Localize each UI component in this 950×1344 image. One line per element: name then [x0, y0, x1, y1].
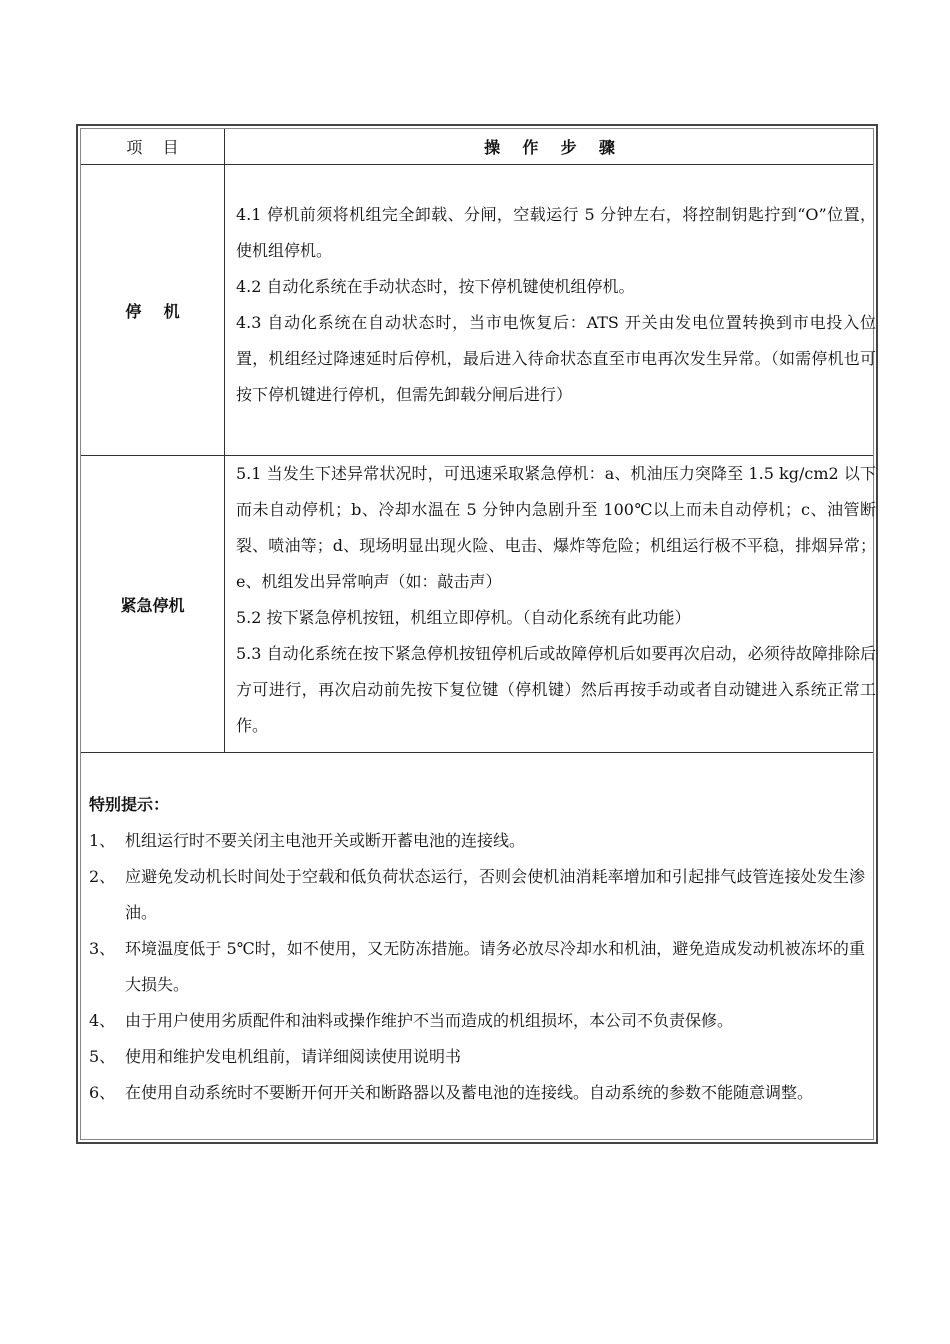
step-5-2: 5.2 按下紧急停机按钮，机组立即停机。（自动化系统有此功能）: [236, 608, 691, 627]
note-number: 5、: [89, 1047, 116, 1066]
note-number: 1、: [89, 831, 116, 850]
step-4-1: 4.1 停机前须将机组完全卸载、分闸，空载运行 5 分钟左右，将控制钥匙拧到“O”位置，使机组停机。: [236, 205, 876, 260]
row-emergency-label: 紧急停机: [120, 595, 185, 615]
column-divider: [224, 129, 225, 752]
note-number: 6、: [89, 1083, 116, 1102]
table-inner: [80, 128, 874, 1140]
note-item: [89, 931, 865, 1003]
note-item: [89, 859, 865, 931]
note-text: 在使用自动系统时不要断开何开关和断路器以及蓄电池的连接线。自动系统的参数不能随意调整。: [125, 1083, 814, 1102]
note-item: [89, 823, 865, 859]
step-4-2: 4.2 自动化系统在手动状态时，按下停机键使机组停机。: [236, 277, 635, 296]
instruction-table: [76, 124, 878, 1144]
note-text: 机组运行时不要关闭主电池开关或断开蓄电池的连接线。: [125, 831, 526, 850]
header-item-label: 项 目: [126, 138, 179, 157]
notes-divider: [81, 752, 873, 753]
special-notes: [89, 787, 865, 1111]
note-text: 由于用户使用劣质配件和油料或操作维护不当而造成的机组损坏，本公司不负责保修。: [125, 1011, 734, 1030]
notes-title: 特别提示：: [89, 795, 170, 814]
note-item: [89, 1003, 865, 1039]
row-stop-steps: [236, 197, 876, 413]
note-number: 4、: [89, 1011, 116, 1030]
note-number: 2、: [89, 867, 116, 886]
note-item: [89, 1075, 865, 1111]
row-stop-label: 停 机: [125, 301, 180, 321]
note-text: 应避免发动机长时间处于空载和低负荷状态运行，否则会使机油消耗率增加和引起排气歧管连接处发生渗油。: [125, 867, 865, 922]
note-text: 使用和维护发电机组前，请详细阅读使用说明书: [125, 1047, 462, 1066]
note-number: 3、: [89, 939, 116, 958]
step-4-3: 4.3 自动化系统在自动状态时，当市电恢复后：ATS 开关由发电位置转换到市电投入位置，机组经过降速延时后停机，最后进入待命状态直至市电再次发生异常。（如需停机也可按下停机键进行停机，但需先卸载分闸后进行）: [236, 313, 876, 404]
step-5-1: 5.1 当发生下述异常状况时，可迅速采取紧急停机：a、机油压力突降至 1.5 kg/cm2 以下而未自动停机；b、冷却水温在 5 分钟内急剧升至 100℃以上而未自动停机；c、油管断裂、喷油等；d、现场明显出现火险、电击、爆炸等危险；机组运行极不平稳，排烟异常；e、机组发出异常响声（如：敲击声）: [236, 464, 876, 591]
header-steps-label: 操 作 步 骤: [484, 138, 615, 157]
note-item: [89, 1039, 865, 1075]
row-emergency-steps: [236, 456, 876, 744]
note-text: 环境温度低于 5℃时，如不使用，又无防冻措施。请务必放尽冷却水和机油，避免造成发动机被冻坏的重大损失。: [125, 939, 865, 994]
step-5-3: 5.3 自动化系统在按下紧急停机按钮停机后或故障停机后如要再次启动，必须待故障排除后方可进行，再次启动前先按下复位键（停机键）然后再按手动或者自动键进入系统正常工作。: [236, 644, 876, 735]
